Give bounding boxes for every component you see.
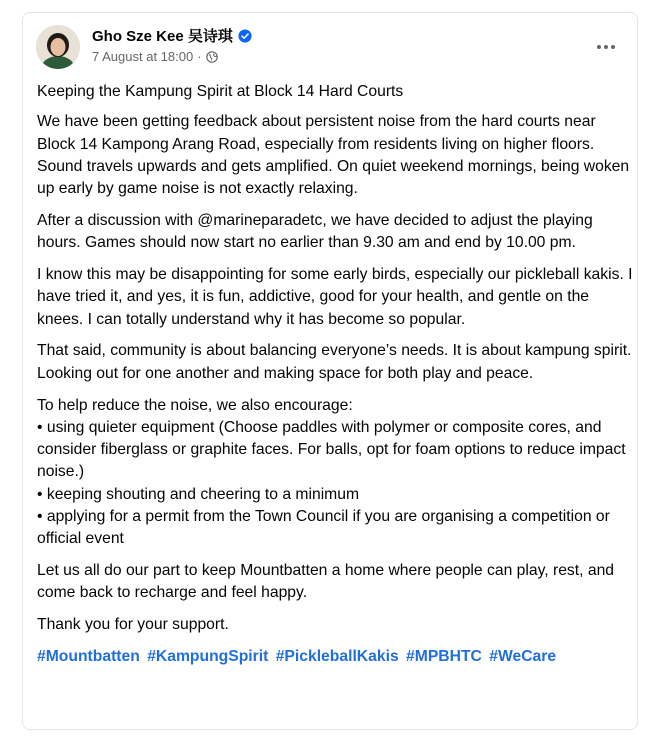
globe-icon	[206, 51, 218, 63]
post-card	[22, 12, 638, 730]
profile-photo-icon	[36, 25, 80, 69]
post-meta	[92, 49, 218, 64]
hashtag-link[interactable]: #PickleballKakis	[275, 648, 399, 666]
author-name[interactable]	[92, 25, 252, 46]
hashtag-link[interactable]: #WeCare	[489, 648, 557, 666]
hashtag-link[interactable]: #MPBHTC	[406, 648, 482, 666]
verified-badge-icon	[238, 29, 252, 43]
hashtag-line	[37, 646, 633, 668]
bullet-item: • using quieter equipment (Choose paddles with polymer or composite cores, and consider fiberglass or graphite faces. For balls, opt for foam options to reduce impact noise.)	[37, 418, 626, 481]
post-paragraph: Thank you for your support.	[37, 616, 229, 634]
more-options-icon	[596, 44, 616, 50]
post-timestamp[interactable]: 7 August at 18:00	[92, 49, 194, 64]
post-paragraph: I know this may be disappointing for some early birds, especially our pickleball kakis. I have tried it, and yes, it is fun, addictive, good for your health, and gentle on the knees. I can totally understand why it has become so popular.	[37, 266, 633, 328]
post-paragraph: Let us all do our part to keep Mountbatten a home where people can play, rest, and come back to recharge and feel happy.	[37, 562, 615, 602]
author-name-text[interactable]: Gho Sze Kee 吴诗琪	[92, 28, 233, 45]
post-paragraph: After a discussion with @marineparadetc, we have decided to adjust the playing hours. Games should now start no earlier than 9.30 am and end by 10.00 pm.	[37, 211, 593, 252]
meta-separator: ·	[197, 49, 202, 64]
avatar[interactable]	[36, 25, 80, 69]
hashtag-link[interactable]: #Mountbatten	[37, 648, 140, 666]
post-title: Keeping the Kampung Spirit at Block 14 Hard Courts	[37, 83, 404, 100]
post-body	[37, 81, 633, 678]
post-header	[36, 23, 626, 73]
encourage-intro: To help reduce the noise, we also encourage:	[37, 396, 353, 414]
encourage-list	[37, 395, 633, 551]
hashtag-link[interactable]: #KampungSpirit	[147, 648, 269, 666]
post-paragraph: We have been getting feedback about persistent noise from the hard courts near Block 14 Kampong Arang Road, especially from residents living on higher floors. Sound travels upwards and gets amplified. On quiet weekend mornings, being woken up early by game noise is not exactly relaxing.	[37, 113, 630, 198]
more-options-button[interactable]	[592, 33, 620, 61]
bullet-item: • applying for a permit from the Town Council if you are organising a competition or official event	[37, 508, 610, 548]
bullet-item: • keeping shouting and cheering to a minimum	[37, 485, 360, 503]
post-paragraph: That said, community is about balancing everyone’s needs. It is about kampung spirit. Looking out for one another and making space for both play and peace.	[37, 342, 632, 382]
